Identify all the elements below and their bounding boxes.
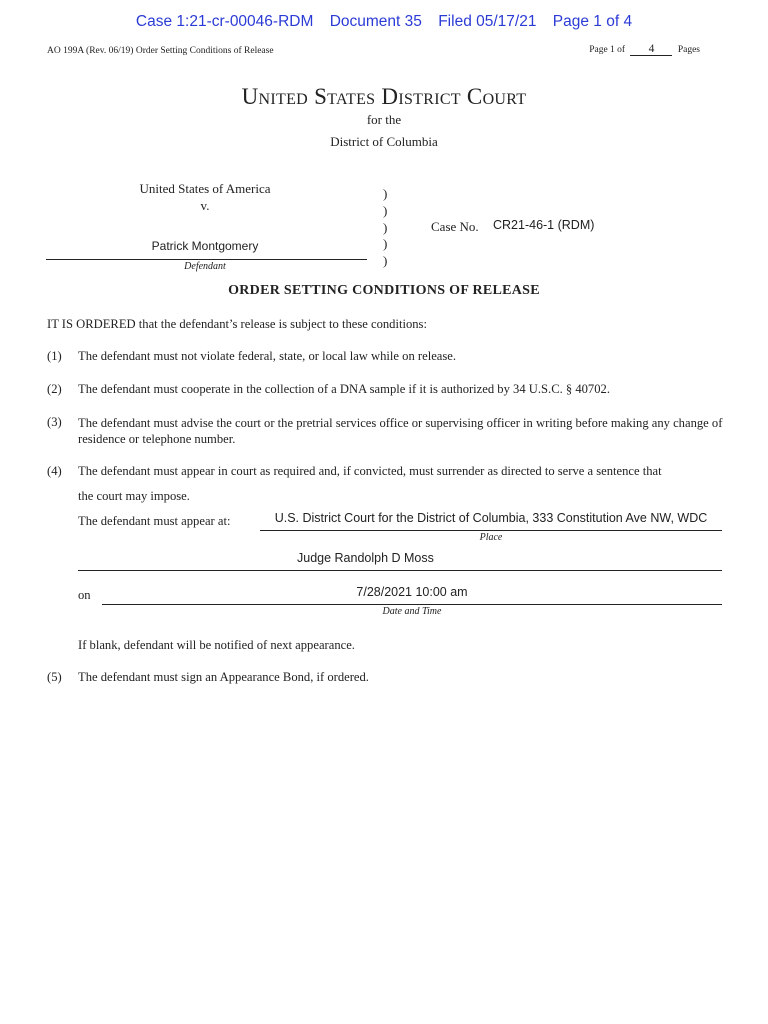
defendant-line bbox=[46, 259, 367, 260]
date-time-label: Date and Time bbox=[382, 606, 442, 617]
place-label: Place bbox=[479, 532, 503, 543]
condition-text: The defendant must cooperate in the collection of a DNA sample if it is authorized by 34 U.S.C. § 40702. bbox=[78, 382, 610, 396]
caption-paren: ) bbox=[383, 186, 388, 201]
on-label: on bbox=[78, 588, 91, 602]
date-time-line bbox=[102, 604, 722, 605]
plaintiff: United States of America bbox=[139, 181, 271, 196]
district-name: District of Columbia bbox=[330, 134, 438, 149]
ecf-stamp bbox=[0, 13, 768, 31]
appearance-place: U.S. District Court for the District of Columbia, 333 Constitution Ave NW, WDC bbox=[274, 511, 708, 525]
stamp-case: Case 1:21-cr-00046-RDM bbox=[135, 13, 314, 30]
stamp-filed: Filed 05/17/21 bbox=[438, 13, 537, 30]
caption-paren: ) bbox=[383, 253, 388, 268]
condition-number: (1) bbox=[47, 349, 62, 363]
condition-text: The defendant must not violate federal, state, or local law while on release. bbox=[78, 349, 457, 363]
condition-number: (5) bbox=[47, 670, 62, 684]
judge-line bbox=[78, 570, 722, 571]
condition-text: The defendant must sign an Appearance Bond, if ordered. bbox=[78, 670, 369, 684]
condition-number: (3) bbox=[47, 415, 62, 429]
order-title: ORDER SETTING CONDITIONS OF RELEASE bbox=[228, 283, 540, 298]
page-prefix: Page 1 of bbox=[589, 45, 626, 55]
page-suffix: Pages bbox=[677, 45, 700, 55]
page-total: 4 bbox=[630, 43, 672, 56]
form-id: AO 199A (Rev. 06/19) Order Setting Conditions of Release bbox=[47, 46, 274, 56]
for-the: for the bbox=[366, 112, 402, 127]
stamp-page: Page 1 of 4 bbox=[552, 13, 633, 30]
appearance-date-time: 7/28/2021 10:00 am bbox=[356, 585, 468, 599]
caption-paren: ) bbox=[383, 220, 388, 235]
court-name: United States District Court bbox=[241, 84, 527, 109]
order-intro: IT IS ORDERED that the defendant’s release is subject to these conditions: bbox=[47, 317, 427, 331]
condition-number: (2) bbox=[47, 382, 62, 396]
versus: v. bbox=[200, 198, 210, 213]
appear-at-label: The defendant must appear at: bbox=[78, 514, 231, 528]
place-line bbox=[260, 530, 722, 531]
condition-text: the court may impose. bbox=[78, 489, 190, 503]
stamp-document: Document 35 bbox=[329, 13, 422, 30]
case-no-label: Case No. bbox=[431, 219, 479, 234]
defendant-name: Patrick Montgomery bbox=[151, 239, 259, 253]
condition-text: The defendant must appear in court as required and, if convicted, must surrender as directed to serve a sentence that bbox=[78, 464, 662, 478]
blank-note: If blank, defendant will be notified of next appearance. bbox=[78, 638, 355, 652]
condition-text: The defendant must advise the court or the pretrial services office or supervising officer in writing before making any change of residence or telephone number. bbox=[78, 416, 723, 446]
page-count bbox=[589, 43, 700, 56]
defendant-label: Defendant bbox=[184, 261, 226, 272]
caption-paren: ) bbox=[383, 236, 388, 251]
caption-paren: ) bbox=[383, 203, 388, 218]
condition-number: (4) bbox=[47, 464, 62, 478]
judge-name: Judge Randolph D Moss bbox=[297, 551, 434, 565]
case-no-value: CR21-46-1 (RDM) bbox=[493, 218, 595, 232]
